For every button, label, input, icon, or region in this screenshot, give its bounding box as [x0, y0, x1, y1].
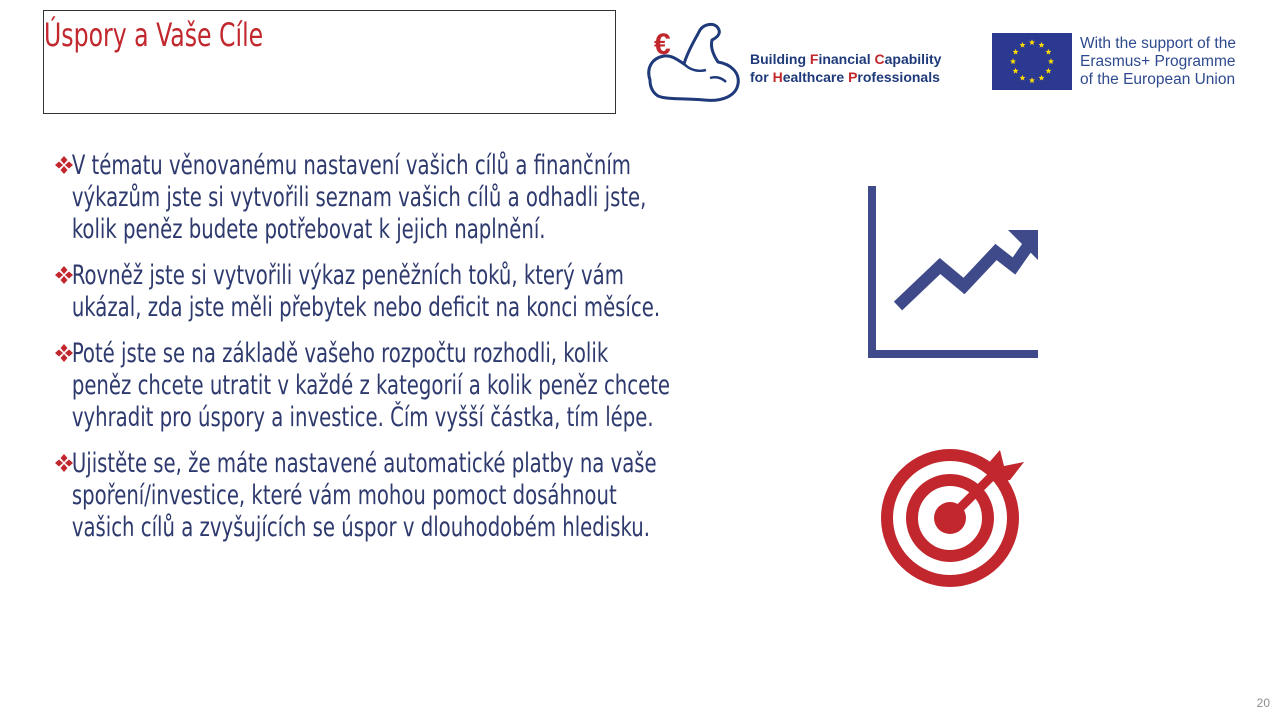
bfc-logo-text-part: rofessionals: [857, 69, 940, 85]
euro-symbol: €: [654, 28, 671, 61]
bfc-logo-text-part: F: [809, 51, 819, 67]
flexed-arm-euro-icon: [644, 20, 744, 104]
bfc-logo-text-part: C: [874, 51, 885, 67]
bfc-logo-line-2: [750, 68, 941, 86]
eu-flag-icon: [992, 33, 1072, 90]
bullet-item: [54, 338, 694, 434]
bfc-logo-text-part: P: [848, 69, 858, 85]
bullet-list: [54, 150, 694, 558]
bullet-item: [54, 150, 694, 246]
growth-chart-icon: [868, 186, 1042, 358]
eu-support-line-2: Erasmus+ Programme: [1080, 53, 1236, 70]
target-arrow-icon: [878, 440, 1030, 590]
bfc-logo-text-part: inancial: [818, 51, 875, 67]
bfc-logo-line-1: [750, 50, 941, 68]
bfc-logo-text-part: uilding: [760, 51, 810, 67]
bfc-logo-text-part: for: [750, 69, 773, 85]
eu-support-line-3: of the European Union: [1080, 71, 1236, 88]
bullet-text: Ujistěte se, že máte nastavené automatické platby na vaše spoření/investice, které vám mohou pomoct dosáhnout vašich cílů a zvyšujících se úspor v dlouhodobém hledisku.: [71, 448, 657, 543]
bullet-text: V tématu věnovanému nastavení vašich cílů a finančním výkazům jste si vytvořili seznam vašich cílů a odhadli jste, kolik peněz budete potřebovat k jejich naplnění.: [71, 150, 647, 245]
page-number: 20: [1256, 696, 1270, 710]
bfc-logo: [644, 20, 964, 104]
bfc-logo-text-part: ealthcare: [782, 69, 849, 85]
eu-support-text: [1080, 35, 1236, 89]
bfc-logo-text-part: B: [750, 51, 761, 67]
bfc-logo-text-part: apability: [884, 51, 942, 67]
bfc-logo-text-part: H: [772, 69, 783, 85]
bfc-logo-text: [750, 50, 941, 86]
bullet-text: Rovněž jste si vytvořili výkaz peněžních toků, který vám ukázal, zda jste měli přebytek nebo deficit na konci měsíce.: [71, 260, 661, 323]
bullet-text: Poté jste se na základě vašeho rozpočtu rozhodli, kolik peněz chcete utratit v každé z kategorií a kolik peněz chcete vyhradit pro úspory a investice. Čím vyšší částka, tím lépe.: [71, 338, 671, 433]
bullet-item: [54, 260, 694, 324]
eu-support-line-1: With the support of the: [1080, 35, 1236, 52]
title-box: [43, 10, 616, 114]
bullet-item: [54, 448, 694, 544]
page-title: Úspory a Vaše Cíle: [44, 16, 264, 54]
